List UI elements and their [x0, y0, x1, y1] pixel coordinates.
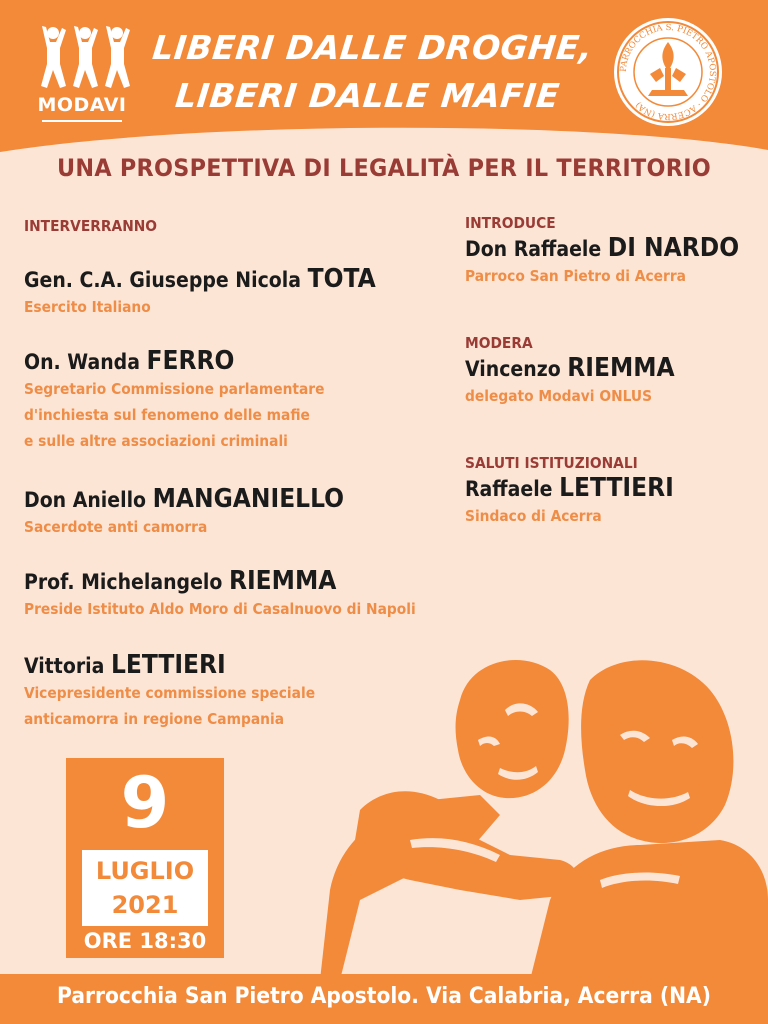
speaker-name	[465, 473, 674, 503]
saluti-label: SALUTI ISTITUZIONALI	[465, 454, 638, 472]
headline-line-1: LIBERI DALLE DROGHE,	[150, 28, 595, 67]
speaker-first-name: Don Raffaele	[465, 237, 602, 261]
speaker-role: Segretario Commissione parlamentare	[24, 380, 325, 398]
modavi-logo-text: MODAVI	[37, 94, 127, 116]
speaker-name	[24, 566, 407, 596]
speaker-first-name: Raffaele	[465, 477, 553, 501]
seal-ring-text: PARROCCHIA S. PIETRO APOSTOLO · ACERRA (NA)	[618, 22, 718, 122]
speaker-first-name: Vittoria	[24, 654, 105, 678]
headline-line-2: LIBERI DALLE MAFIE	[173, 76, 562, 115]
introducer	[465, 233, 768, 289]
speaker-lettieri-vittoria	[24, 650, 340, 732]
event-time: ORE 18:30	[83, 929, 207, 953]
speaker-tota	[24, 264, 415, 320]
speaker-surname: LETTIERI	[559, 473, 674, 503]
speaker-surname: RIEMMA	[228, 566, 337, 596]
modavi-figures-icon	[36, 24, 134, 94]
speaker-name	[465, 353, 675, 383]
speaker-role: anticamorra in regione Campania	[24, 710, 285, 728]
speaker-surname: FERRO	[146, 346, 235, 376]
speaker-first-name: Prof. Michelangelo	[24, 570, 223, 594]
speaker-role: Vicepresidente commissione speciale	[24, 684, 316, 702]
parish-seal-icon	[612, 16, 724, 128]
speaker-surname: MANGANIELLO	[152, 484, 345, 514]
moderator	[465, 353, 698, 409]
modavi-logo	[30, 22, 140, 126]
speaker-name	[24, 346, 318, 376]
speaker-role: Preside Istituto Aldo Moro di Casalnuovo di Napoli	[24, 600, 416, 618]
speaker-role: Sindaco di Acerra	[465, 507, 602, 525]
speaker-first-name: On. Wanda	[24, 350, 140, 374]
speakers-label: INTERVERRANNO	[24, 217, 158, 235]
speaker-role: delegato Modavi ONLUS	[465, 387, 653, 405]
speaker-first-name: Don Aniello	[24, 488, 147, 512]
poster-headline	[145, 24, 595, 120]
speaker-surname: TOTA	[307, 264, 376, 294]
event-day: 9	[120, 762, 170, 844]
speaker-riemma-michelangelo	[24, 566, 450, 622]
portrait-illustration	[300, 640, 768, 980]
speaker-name	[24, 484, 344, 514]
introduce-label: INTRODUCE	[465, 214, 556, 232]
event-date-box	[66, 758, 224, 958]
speaker-surname: LETTIERI	[110, 650, 226, 680]
speaker-name	[465, 233, 739, 263]
poster-subtitle: UNA PROSPETTIVA DI LEGALITÀ PER IL TERRITORIO	[56, 154, 712, 182]
institutional-greeter	[465, 473, 697, 529]
speaker-manganiello	[24, 484, 380, 540]
month-year-box	[82, 850, 208, 926]
speaker-first-name: Vincenzo	[465, 357, 561, 381]
event-venue: Parrocchia San Pietro Apostolo. Via Calabria, Acerra (NA)	[57, 984, 711, 1009]
speaker-surname: DI NARDO	[607, 233, 740, 263]
speaker-role: e sulle altre associazioni criminali	[24, 432, 288, 450]
speaker-name	[24, 650, 309, 680]
speaker-role: d'inchiesta sul fenomeno delle mafie	[24, 406, 310, 424]
footer-band	[0, 974, 768, 1024]
speaker-name	[24, 264, 376, 294]
modera-label: MODERA	[465, 334, 533, 352]
event-month: LUGLIO	[95, 857, 195, 885]
modavi-underline	[42, 120, 122, 122]
speaker-role: Sacerdote anti camorra	[24, 518, 208, 536]
speaker-role: Parroco San Pietro di Acerra	[465, 267, 686, 285]
speaker-surname: RIEMMA	[567, 353, 675, 383]
speaker-first-name: Gen. C.A. Giuseppe Nicola	[24, 268, 302, 292]
speaker-ferro	[24, 346, 351, 454]
speaker-role: Esercito Italiano	[24, 298, 151, 316]
event-year: 2021	[111, 891, 179, 919]
